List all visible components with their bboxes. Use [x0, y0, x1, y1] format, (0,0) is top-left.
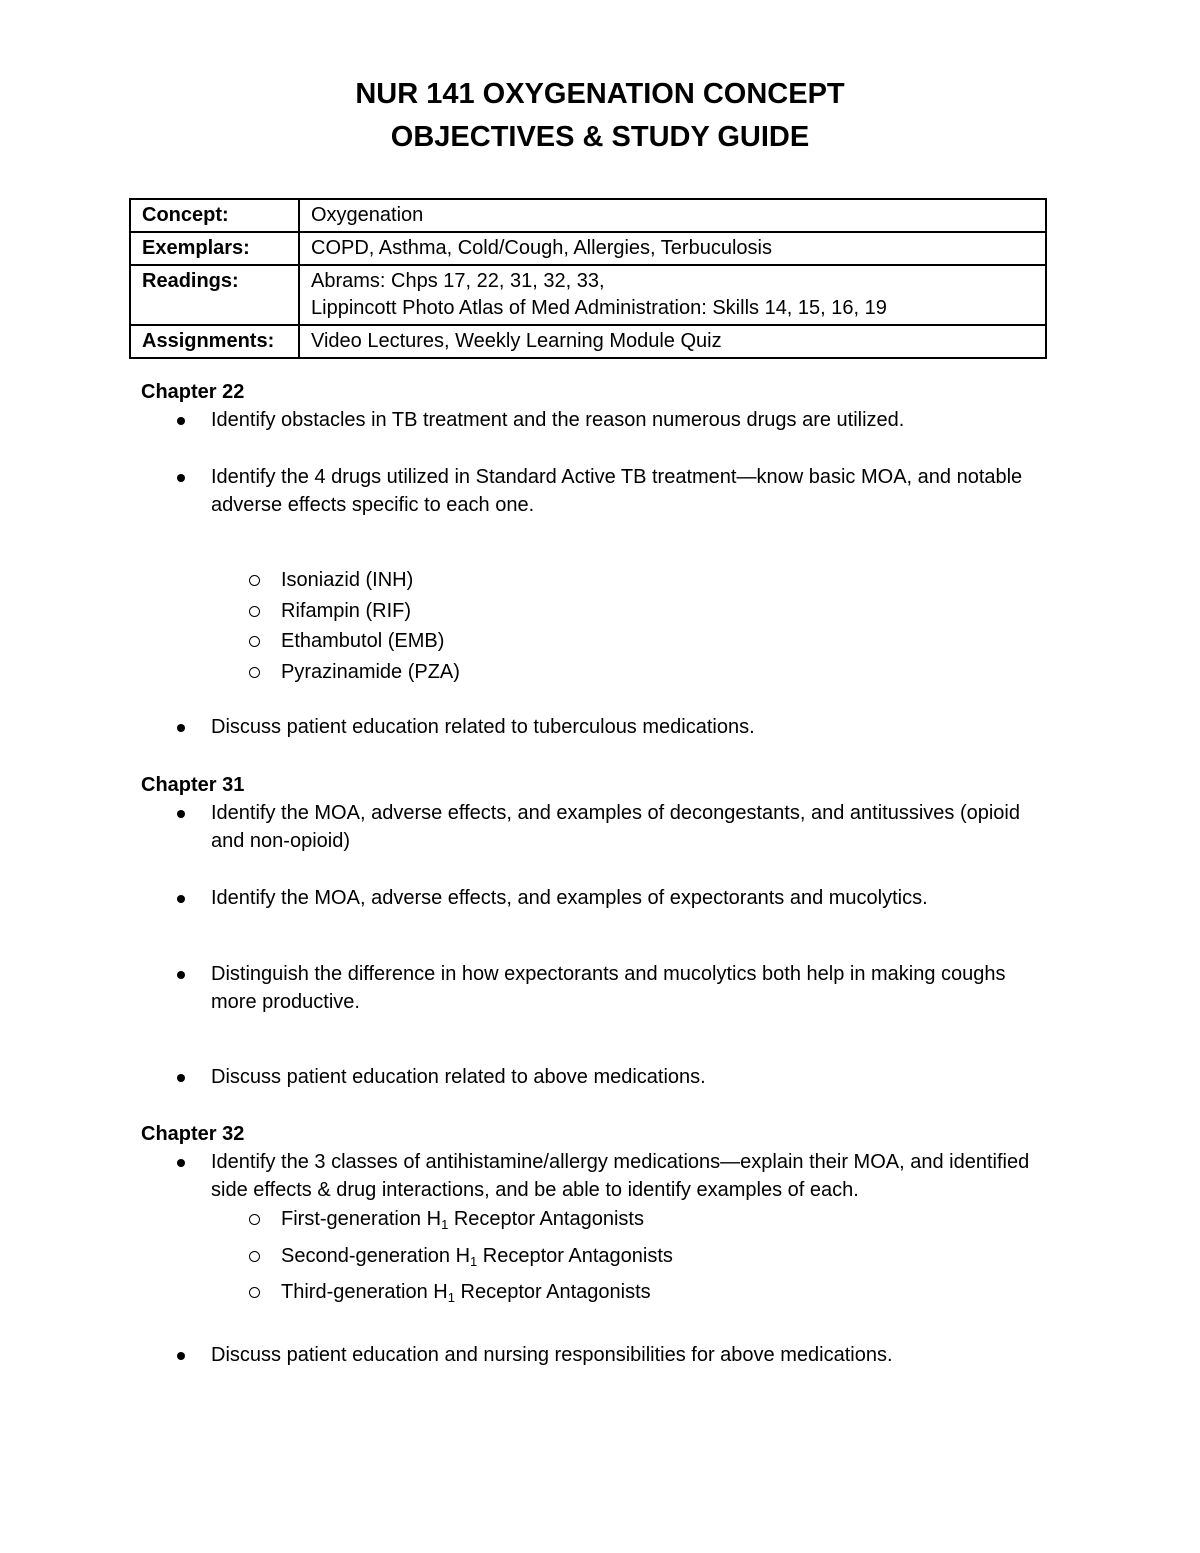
- readings-line1: Abrams: Chps 17, 22, 31, 32, 33,: [311, 270, 605, 292]
- chapter31-list: [141, 799, 1041, 1091]
- chapter22-heading: Chapter 22: [141, 381, 245, 403]
- objectives-content: [141, 378, 1041, 1369]
- subscript: 1: [441, 1217, 449, 1232]
- concept-info-table: [129, 198, 1047, 359]
- table-row: [130, 199, 1046, 232]
- list-item: Discuss patient education related to tuberculous medications.: [141, 713, 1041, 741]
- doc-title-line2: OBJECTIVES & STUDY GUIDE: [390, 121, 810, 153]
- chapter22-list: [141, 406, 1041, 519]
- list-item: Identify obstacles in TB treatment and the reason numerous drugs are utilized.: [141, 406, 1041, 434]
- readings-value: [299, 265, 1046, 325]
- class-suffix: Receptor Antagonists: [477, 1244, 673, 1267]
- chapter22-list-end: [141, 713, 1041, 741]
- readings-label: Readings:: [130, 265, 299, 325]
- class1-text: First-generation H: [281, 1208, 442, 1230]
- list-item: Identify the MOA, adverse effects, and examples of expectorants and mucolytics.: [141, 884, 1041, 912]
- assignments-label: Assignments:: [130, 325, 299, 358]
- chapter32-list: [141, 1148, 1041, 1204]
- antihistamine-class-list: [141, 1204, 1041, 1314]
- class-suffix: Receptor Antagonists: [454, 1281, 651, 1303]
- chapter31-heading: Chapter 31: [141, 774, 245, 796]
- list-item: Isoniazid (INH): [141, 565, 1041, 596]
- exemplars-value: COPD, Asthma, Cold/Cough, Allergies, Terbuculosis: [299, 232, 1046, 265]
- list-item: [141, 1277, 1041, 1314]
- table-row: [130, 232, 1046, 265]
- subscript: 1: [447, 1290, 455, 1305]
- assignments-value: Video Lectures, Weekly Learning Module Quiz: [299, 325, 1046, 358]
- concept-label: Concept:: [130, 199, 299, 232]
- table-row: [130, 325, 1046, 358]
- list-item: Identify the 4 drugs utilized in Standard Active TB treatment—know basic MOA, and notable adverse effects specific to each one.: [141, 463, 1041, 519]
- subscript: 1: [470, 1253, 478, 1269]
- table-row: [130, 265, 1046, 325]
- class3-text: Third-generation H: [281, 1281, 448, 1303]
- list-item: Ethambutol (EMB): [141, 626, 1041, 657]
- chapter32-list-end: [141, 1341, 1041, 1369]
- chapter32-heading: Chapter 32: [141, 1123, 245, 1145]
- list-item: Identify the 3 classes of antihistamine/allergy medications—explain their MOA, and identified side effects & drug interactions, and be able to identify examples of each.: [141, 1148, 1041, 1204]
- list-item: Identify the MOA, adverse effects, and examples of decongestants, and antitussives (opioid and non-opioid): [141, 799, 1041, 855]
- list-item: Discuss patient education and nursing responsibilities for above medications.: [141, 1341, 1041, 1369]
- concept-value: Oxygenation: [299, 199, 1046, 232]
- list-item: [141, 1204, 1041, 1241]
- tb-drug-list: [141, 565, 1041, 687]
- class-suffix: Receptor Antagonists: [448, 1208, 644, 1230]
- class2-text: Second-generation H: [281, 1244, 471, 1267]
- list-item: Discuss patient education related to above medications.: [141, 1063, 1041, 1091]
- list-item: Pyrazinamide (PZA): [141, 657, 1041, 688]
- readings-line2: Lippincott Photo Atlas of Med Administration: Skills 14, 15, 16, 19: [311, 297, 887, 319]
- list-item: Distinguish the difference in how expectorants and mucolytics both help in making coughs more productive.: [141, 960, 1041, 1016]
- exemplars-label: Exemplars:: [130, 232, 299, 265]
- doc-title-line1: NUR 141 OXYGENATION CONCEPT: [355, 78, 845, 110]
- list-item: [141, 1241, 1041, 1278]
- list-item: Rifampin (RIF): [141, 596, 1041, 627]
